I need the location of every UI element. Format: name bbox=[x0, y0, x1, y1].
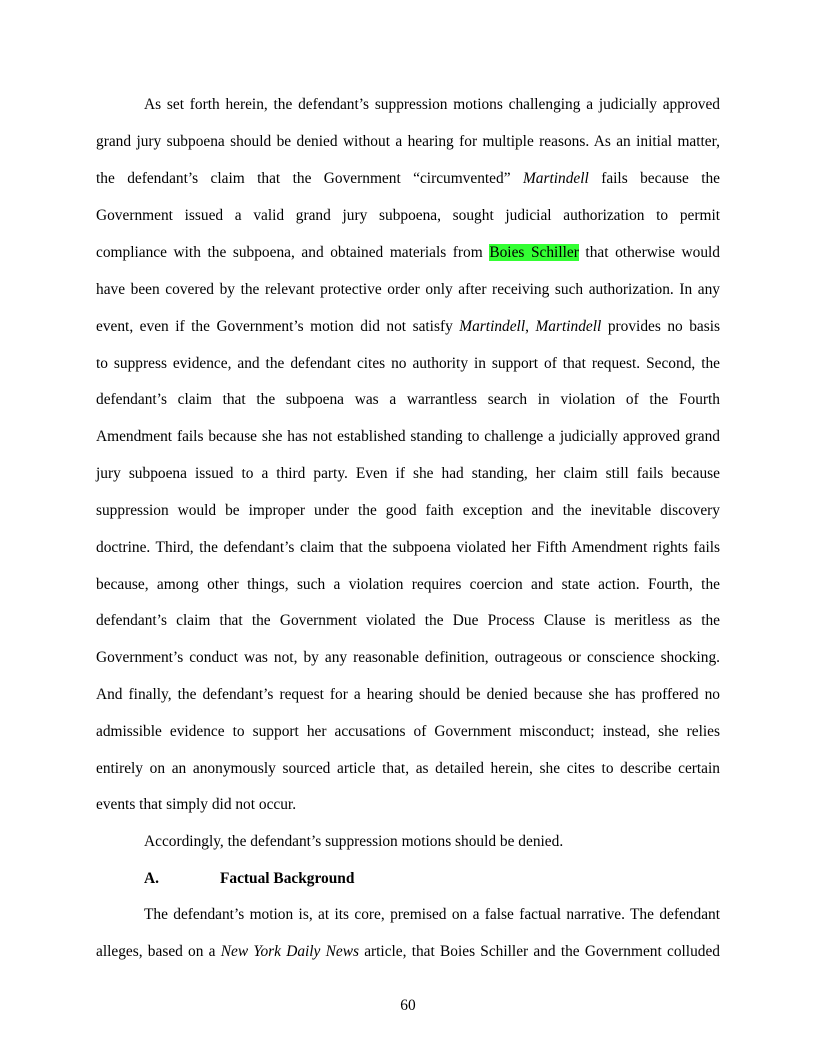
body-text-line: suppression would be improper under the good faith exception and the inevitable discovery bbox=[96, 502, 720, 519]
body-text-line: As set forth herein, the defendant’s suppression motions challenging a judicially approved bbox=[144, 96, 720, 113]
body-text-line bbox=[96, 317, 720, 337]
text-run: the defendant’s claim that the Government “circumvented” bbox=[96, 170, 523, 187]
body-text-line bbox=[96, 942, 720, 962]
body-text-line: defendant’s claim that the Government violated the Due Process Clause is meritless as the bbox=[96, 612, 720, 629]
highlighted-text: Boies Schiller bbox=[489, 244, 579, 261]
case-citation: Martindell bbox=[459, 318, 526, 335]
body-text-line: Accordingly, the defendant’s suppression motions should be denied. bbox=[144, 833, 564, 850]
section-title: Factual Background bbox=[220, 870, 355, 887]
publication-title: New York Daily News bbox=[220, 943, 359, 960]
section-number: A. bbox=[144, 870, 159, 887]
text-run: that otherwise would bbox=[578, 244, 720, 261]
body-text-line: Government’s conduct was not, by any reasonable definition, outrageous or conscience shocking. bbox=[96, 649, 720, 666]
text-run: provides no basis bbox=[601, 318, 721, 335]
body-text-line: jury subpoena issued to a third party. Even if she had standing, her claim still fails because bbox=[96, 465, 720, 482]
body-text-line: events that simply did not occur. bbox=[96, 796, 297, 813]
text-run: , bbox=[525, 318, 536, 335]
body-text-line: doctrine. Third, the defendant’s claim that the subpoena violated her Fifth Amendment rights fails bbox=[96, 539, 720, 556]
text-run: article, that Boies Schiller and the Government colluded bbox=[358, 943, 720, 960]
body-text-line: admissible evidence to support her accusations of Government misconduct; instead, she relies bbox=[96, 723, 720, 740]
text-run: event, even if the Government’s motion did not satisfy bbox=[96, 318, 460, 335]
body-text-line: entirely on an anonymously sourced article that, as detailed herein, she cites to describe certain bbox=[96, 760, 720, 777]
body-text-line: to suppress evidence, and the defendant cites no authority in support of that request. Second, the bbox=[96, 355, 720, 372]
case-citation: Martindell bbox=[535, 318, 602, 335]
text-run: fails because the bbox=[588, 170, 720, 187]
body-text-line: defendant’s claim that the subpoena was a warrantless search in violation of the Fourth bbox=[96, 391, 720, 408]
case-citation: Martindell bbox=[522, 170, 589, 187]
body-text-line: Amendment fails because she has not established standing to challenge a judicially approved grand bbox=[96, 428, 720, 445]
text-run: alleges, based on a bbox=[96, 943, 221, 960]
page-number: 60 bbox=[400, 997, 416, 1014]
body-text-line bbox=[96, 243, 720, 263]
body-text-line: The defendant’s motion is, at its core, premised on a false factual narrative. The defendant bbox=[144, 906, 720, 923]
section-heading bbox=[144, 869, 354, 889]
body-text-line: have been covered by the relevant protective order only after receiving such authorization. In any bbox=[96, 281, 720, 298]
text-run: compliance with the subpoena, and obtained materials from bbox=[96, 244, 490, 261]
body-text-line: And finally, the defendant’s request for a hearing should be denied because she has proffered no bbox=[96, 686, 720, 703]
body-text-line: grand jury subpoena should be denied without a hearing for multiple reasons. As an initial matter, bbox=[96, 133, 720, 150]
body-text-line: Government issued a valid grand jury subpoena, sought judicial authorization to permit bbox=[96, 207, 720, 224]
body-text-line: because, among other things, such a violation requires coercion and state action. Fourth, the bbox=[96, 576, 720, 593]
body-text-line bbox=[96, 169, 720, 189]
